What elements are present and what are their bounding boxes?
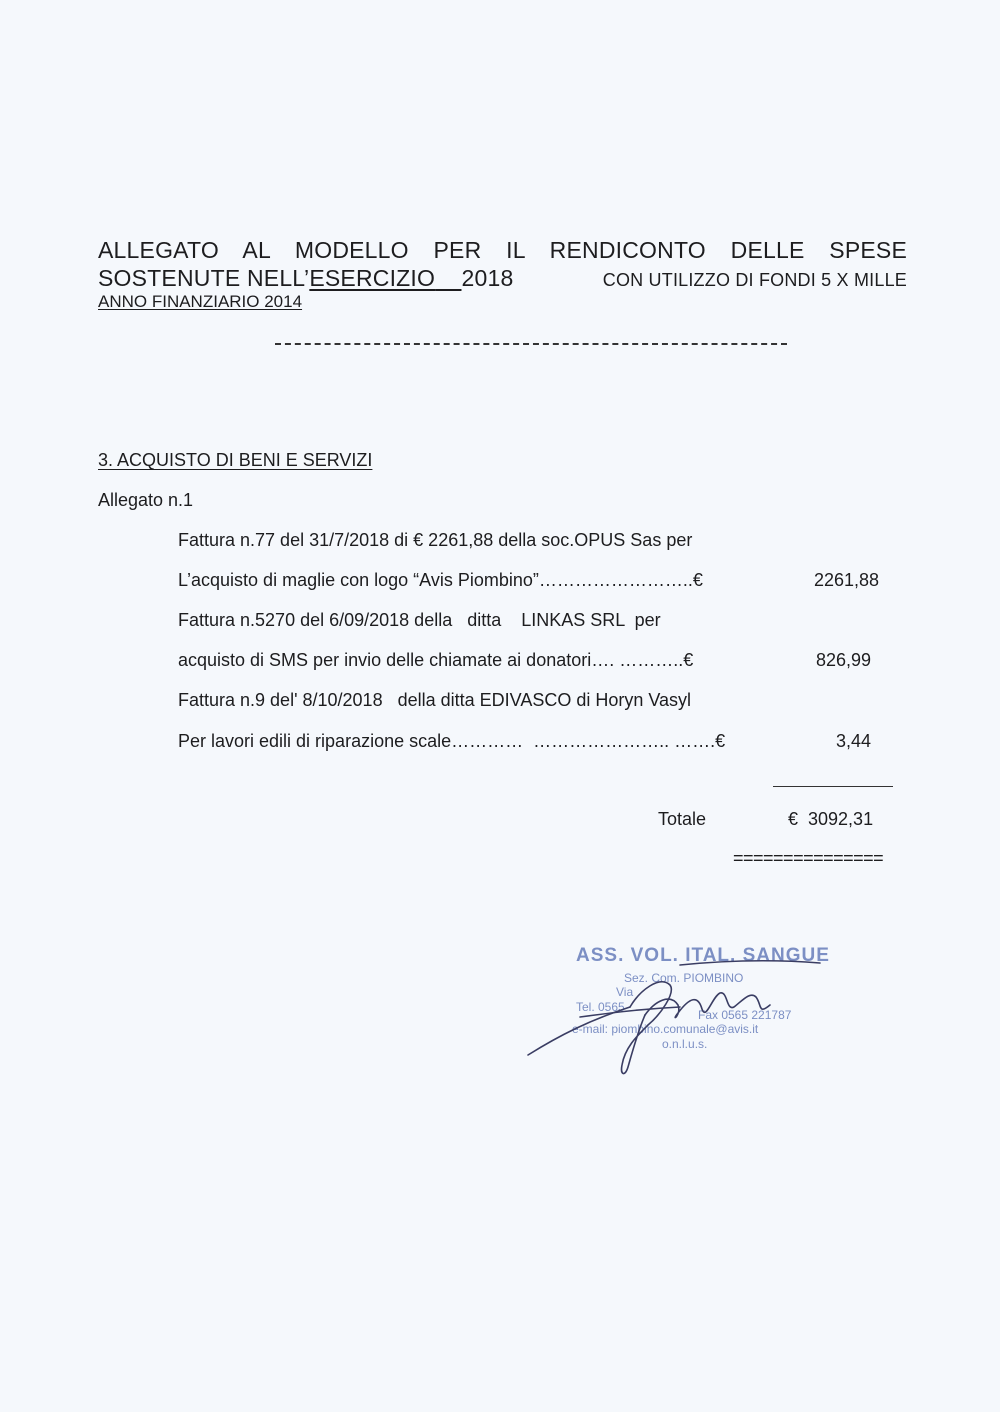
invoice-3-line-2: Per lavori edili di riparazione scale………… ………………….. …….€	[178, 731, 726, 751]
invoice-3-amount: 3,44	[836, 731, 872, 751]
header-line-2-part-a: SOSTENUTE NELL’ESERCIZIO 2018	[98, 265, 514, 291]
invoice-1-line-1: Fattura n.77 del 31/7/2018 di € 2261,88 della soc.OPUS Sas per	[178, 530, 693, 550]
association-stamp	[520, 935, 840, 1085]
stamp-line-2: Sez. Com. PIOMBINO	[624, 971, 744, 985]
stamp-line-1: ASS. VOL. ITAL. SANGUE	[576, 945, 830, 966]
stamp-line-5: e-mail: piombino.comunale@avis.it	[572, 1022, 759, 1036]
invoice-1-line-2: L’acquisto di maglie con logo “Avis Piombino”……………………..€	[178, 570, 703, 590]
header-line-3: ANNO FINANZIARIO 2014	[98, 292, 303, 311]
total-label: Totale	[658, 809, 707, 829]
header-year: 2018	[461, 265, 514, 291]
invoice-3-line-1: Fattura n.9 del' 8/10/2018 della ditta EDIVASCO di Horyn Vasyl	[178, 690, 692, 710]
header-esercizio: ESERCIZIO	[309, 265, 436, 291]
header-line-1: ALLEGATO AL MODELLO PER IL RENDICONTO DELLE SPESE	[98, 237, 907, 263]
header-line-2	[98, 265, 907, 292]
stamp-line-4b: Fax 0565 221787	[698, 1008, 792, 1022]
stamp-line-6: o.n.l.u.s.	[662, 1037, 708, 1051]
stamp-line-4: Tel. 0565	[576, 1000, 625, 1014]
invoice-2-amount: 826,99	[816, 650, 872, 670]
total-double-rule: ===============	[733, 848, 884, 868]
header-dash-rule	[275, 343, 787, 345]
invoice-1-amount: 2261,88	[814, 570, 880, 590]
section-title: 3. ACQUISTO DI BENI E SERVIZI	[98, 450, 373, 470]
invoice-2-line-2: acquisto di SMS per invio delle chiamate ai donatori…. ………..€	[178, 650, 694, 670]
invoice-2-line-1: Fattura n.5270 del 6/09/2018 della ditta LINKAS SRL per	[178, 610, 661, 630]
stamp-line-3: Via	[616, 985, 634, 999]
sum-rule	[773, 786, 893, 787]
attachment-label: Allegato n.1	[98, 490, 194, 510]
header-line-2-part-b: CON UTILIZZO DI FONDI 5 X MILLE	[602, 270, 907, 290]
total-value: € 3092,31	[788, 809, 874, 829]
